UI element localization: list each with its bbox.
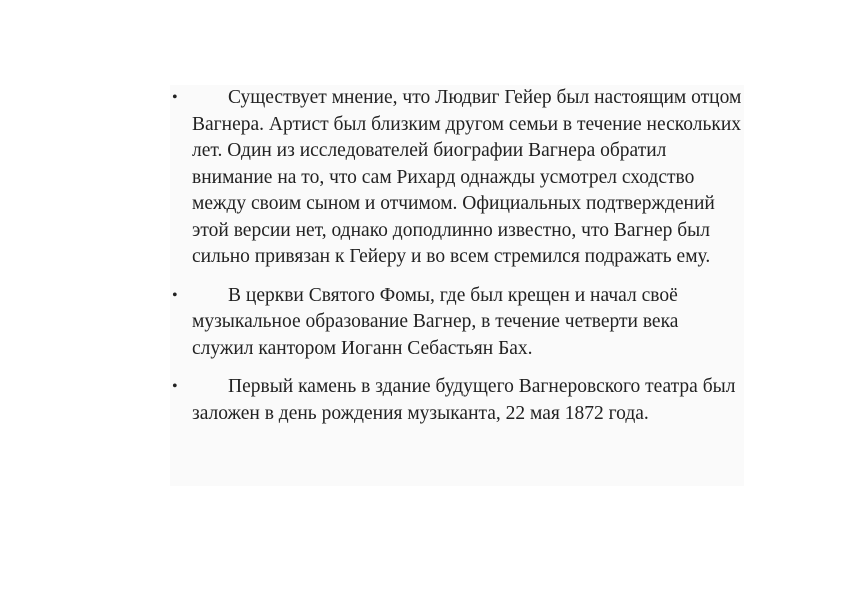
list-item: [170, 283, 744, 363]
bullet-icon: •: [172, 378, 178, 395]
bullet-icon: •: [172, 89, 178, 106]
paragraph-text: В церкви Святого Фомы, где был крещен и начал своё музыкальное образование Вагнер, в течение четверти века служил кантором Иоганн Себастьян Бах.: [192, 284, 679, 359]
text-block: [170, 85, 744, 486]
bullet-list: [170, 85, 744, 427]
list-item: [170, 85, 744, 271]
paragraph-text: Первый камень в здание будущего Вагнеровского театра был заложен в день рождения музыканта, 22 мая 1872 года.: [192, 376, 736, 424]
bullet-icon: •: [172, 286, 178, 304]
list-item: [170, 374, 744, 427]
paragraph-text: Существует мнение, что Людвиг Гейер был настоящим отцом Вагнера. Артист был близким другом семьи в течение нескольких лет. Один из исследователей биографии Вагнера обратил внимание на то, что сам Рихард однажды усмотрел сходство между своим сыном и отчимом. Официальных подтверждений этой версии нет, однако доподлинно известно, что Вагнер был сильно привязан к Гейеру и во всем стремился подражать ему.: [192, 87, 742, 267]
